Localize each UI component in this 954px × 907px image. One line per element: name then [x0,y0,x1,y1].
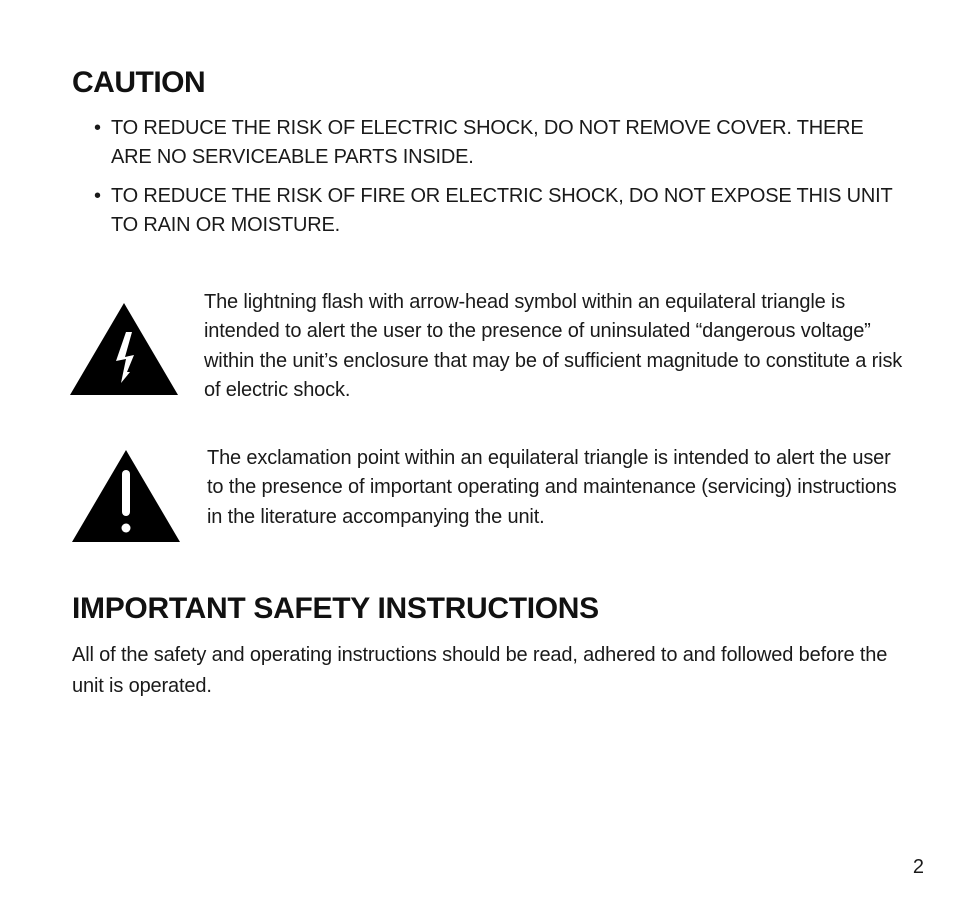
page-number: 2 [912,856,924,878]
exclamation-triangle-icon [72,450,180,542]
caution-item-text: TO REDUCE THE RISK OF FIRE OR ELECTRIC SHOCK, DO NOT EXPOSE THIS UNIT TO RAIN OR MOISTURE. [111,185,893,236]
safety-heading: IMPORTANT SAFETY INSTRUCTIONS [72,592,599,625]
caution-item [94,182,894,240]
caution-item [94,114,894,172]
caution-list [94,114,894,250]
lightning-triangle-icon [70,303,178,395]
caution-heading: CAUTION [72,66,206,99]
exclamation-symbol-text: The exclamation point within an equilateral triangle is intended to alert the user to the presence of important operating and maintenance (servicing) instructions in the literature accompanying the unit. [207,447,897,528]
caution-item-text: TO REDUCE THE RISK OF ELECTRIC SHOCK, DO NOT REMOVE COVER. THERE ARE NO SERVICEABLE PARTS INSIDE. [111,117,864,168]
lightning-symbol-text: The lightning flash with arrow-head symbol within an equilateral triangle is intended to alert the user to the presence of uninsulated “dangerous voltage” within the unit’s enclosure that may be of sufficient magnitude to constitute a risk of electric shock. [204,291,903,401]
bullet-glyph: • [94,117,101,139]
bullet-glyph: • [94,185,101,207]
exclamation-symbol-block [70,444,900,554]
lightning-symbol-block [70,288,903,408]
safety-intro-text: All of the safety and operating instructions should be read, adhered to and followed before the unit is operated. [72,644,888,697]
